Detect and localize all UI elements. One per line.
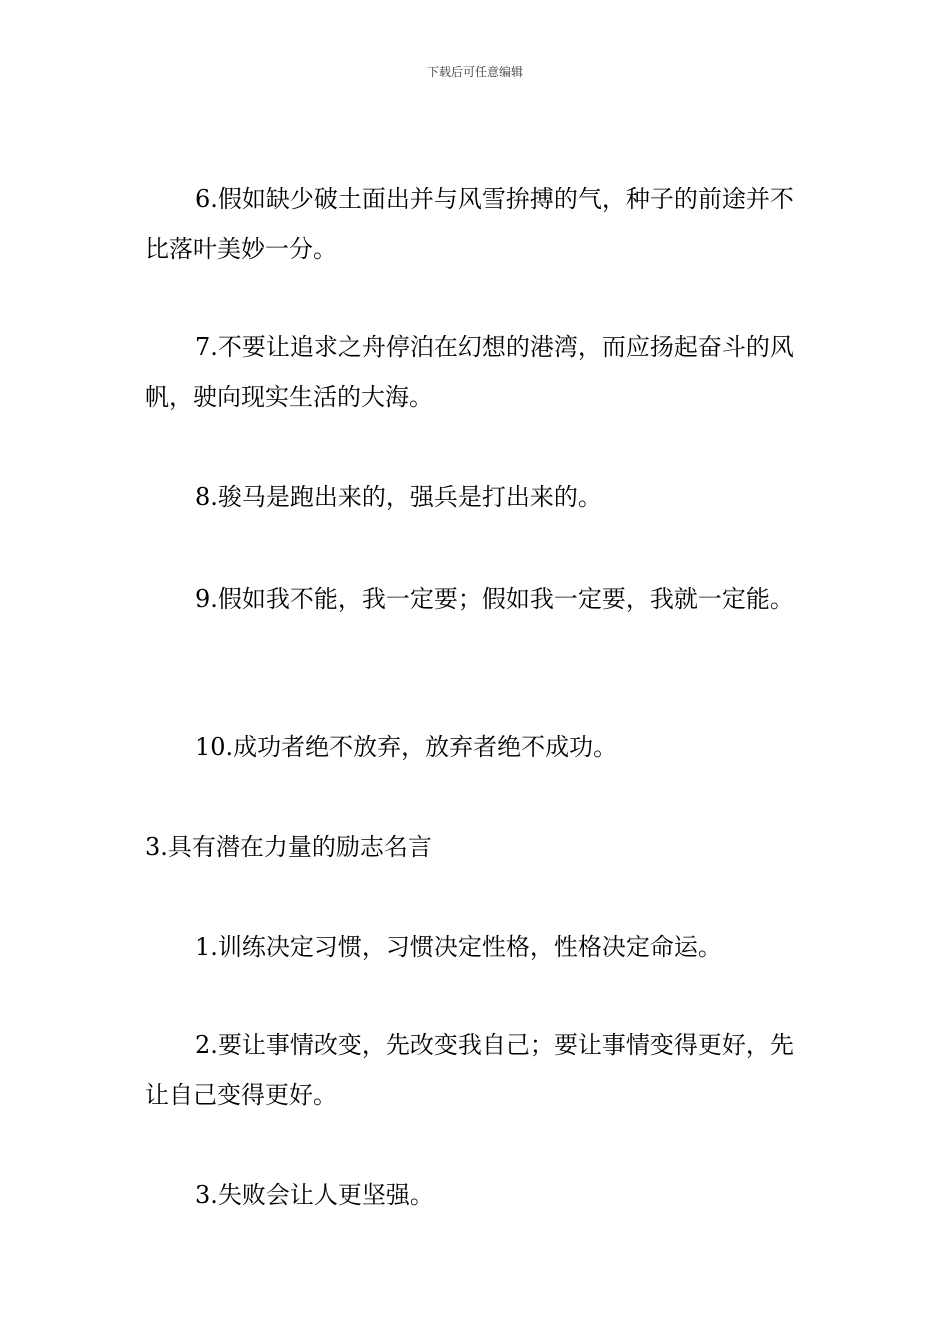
quote-10: 10.成功者绝不放弃，放弃者绝不成功。 [195, 733, 618, 761]
section-heading: 3.具有潜在力量的励志名言 [145, 833, 432, 861]
page-header: 下载后可任意编辑 [426, 65, 523, 79]
quote-7: 7.不要让追求之舟停泊在幻想的港湾，而应扬起奋斗的风帆，驶向现实生活的大海。 [145, 333, 794, 411]
quote-9: 9.假如我不能，我一定要；假如我一定要，我就一定能。 [195, 585, 794, 613]
quote-1: 1.训练决定习惯，习惯决定性格，性格决定命运。 [195, 933, 722, 961]
quote-6: 6.假如缺少破土面出并与风雪拚搏的气，种子的前途并不比落叶美妙一分。 [145, 185, 794, 263]
quote-2: 2.要让事情改变，先改变我自己；要让事情变得更好，先让自己变得更好。 [145, 1031, 794, 1109]
quote-3: 3.失败会让人更坚强。 [195, 1181, 434, 1209]
quote-8: 8.骏马是跑出来的，强兵是打出来的。 [195, 483, 602, 511]
